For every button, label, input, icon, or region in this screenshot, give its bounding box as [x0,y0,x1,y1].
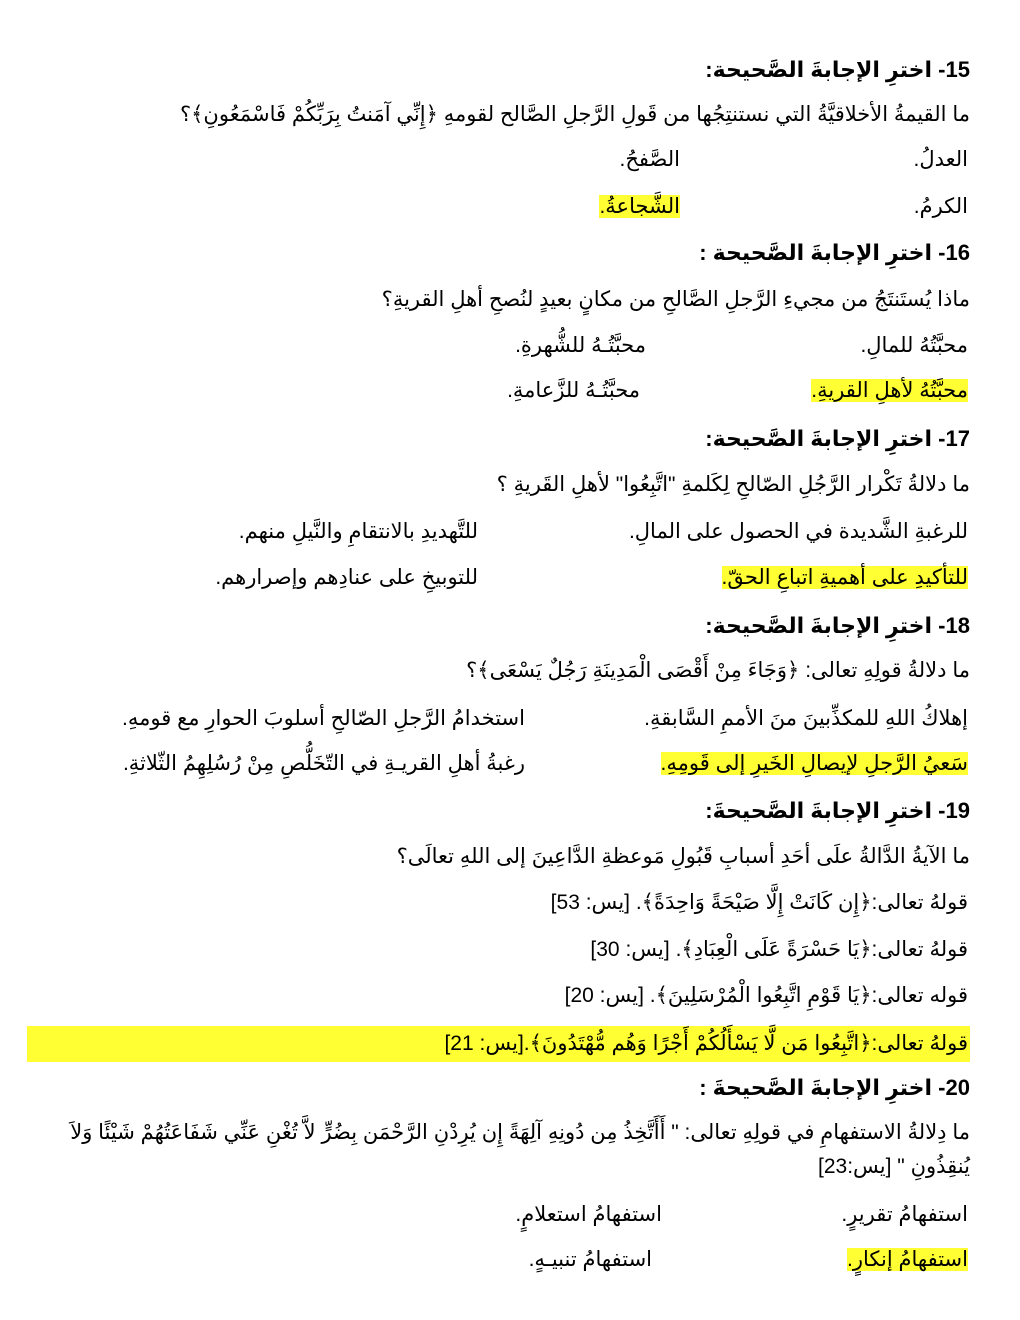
q15-prompt: ما القيمةُ الأخلاقيَّةُ التي نستنتِجُها من قَولِ الرَّجلِ الصَّالح لقومهِ ﴿إِنِّي آمَنتُ بِرَبِّكُمْ فَاسْمَعُونِ﴾؟ [179,103,970,126]
q19-option-4-correct[interactable]: قولهُ تعالى:﴿اتَّبِعُوا مَن لَّا يَسْأَلُكُمْ أَجْرًا وَهُم مُّهْتَدُونَ﴾.[يس: 21] [444,1032,968,1055]
q20-prompt-line2: يُنقِذُونِ " [يس:23] [817,1155,970,1178]
q20-option-3-correct[interactable] [847,1245,968,1275]
q16-option-2[interactable]: محبَّتُـهُ للشُّهرةِ. [515,334,646,357]
q20-answer-highlight: استفهامُ إنكارٍ. [847,1248,968,1271]
q20-option-4[interactable]: استفهامُ تنبيـهٍ. [528,1248,652,1271]
q17-heading: 17- اخترِ الإجابةَ الصَّحيحة: [705,426,970,451]
q17-option-2[interactable]: للتَّهديدِ بالانتقامِ والنَّيلِ منهم. [238,520,478,543]
q18-option-1[interactable]: إهلاكُ اللهِ للمكذِّبينَ منَ الأممِ السَّابقةِ. [644,707,968,730]
q20-option-1[interactable]: استفهامُ تقريرٍ. [841,1203,968,1226]
q18-option-2[interactable]: استخدامُ الرَّجلِ الصّالحِ أسلوبَ الحوارِ مع قومهِ. [122,707,525,730]
q16-option-1[interactable]: محبَّتُهُ للمالِ. [860,334,968,357]
q15-option-3[interactable]: الكرمُ. [913,195,968,218]
q20-heading: 20- اخترِ الإجابةَ الصَّحيحةَ : [699,1075,970,1100]
q18-heading: 18- اخترِ الإجابةَ الصَّحيحة: [705,613,970,638]
q18-prompt: ما دلالةُ قولِهِ تعالى: ﴿وَجَاءَ مِنْ أَقْصَى الْمَدِينَةِ رَجُلٌ يَسْعَى﴾؟ [466,659,970,682]
q17-answer-highlight: للتأكيدِ على أهميةِ اتباعِ الحقّ. [721,566,968,589]
q20-option-2[interactable]: استفهامُ استعلامٍ. [515,1203,662,1226]
q19-option-1[interactable]: قولهُ تعالى:﴿إِن كَانَتْ إِلَّا صَيْحَةً وَاحِدَةً﴾. [يس: 53] [550,891,968,914]
q16-prompt: ماذا يُستَنتَجُ من مجيءِ الرَّجلِ الصَّالحِ من مكانٍ بعيدٍ لنُصحِ أهلِ القريةِ؟ [381,288,970,311]
q18-option-4[interactable]: رغبةُ أهلِ القريـةِ في التّخَلُّصِ مِنْ رُسُلِهِمُ الثّلاثةِ. [122,752,525,775]
q16-answer-highlight: محبَّتُهُ لأهلِ القريةِ. [811,379,968,402]
q15-option-2[interactable]: الصَّفحُ. [619,148,680,171]
q17-option-3-correct[interactable] [722,563,969,593]
q17-prompt: ما دلالةُ تَكْرار الرَّجُلِ الصّالحِ لِكَلمةِ "اتَّبِعُوا" لأهلِ القَريةِ ؟ [496,473,970,496]
q15-option-4-correct[interactable] [599,192,680,222]
q16-heading: 16- اخترِ الإجابةَ الصَّحيحة : [699,240,970,265]
q16-option-3-correct[interactable] [811,376,968,406]
q19-option-3[interactable]: قوله تعالى:﴿يَا قَوْمِ اتَّبِعُوا الْمُرْسَلِينَ﴾. [يس: 20] [564,984,968,1007]
q19-prompt: ما الآيةُ الدَّالةُ علَى أحَدِ أسبابِ قَبُولِ مَوعظةِ الدَّاعِينَ إلى اللهِ تعالَى؟ [396,845,970,868]
q15-heading: 15- اخترِ الإجابةَ الصَّحيحة: [705,57,970,82]
q17-option-4[interactable]: للتوبيخِ على عنادِهم وإصرارهم. [215,566,478,589]
q16-option-4[interactable]: محبَّتُـهُ للزَّعامةِ. [507,379,640,402]
q18-answer-highlight: سَعيُ الرَّجلِ لإيصالِ الخَيرِ إلى قَومِهِ. [660,752,968,775]
q15-answer-highlight: الشَّجاعةُ. [599,195,680,218]
q17-option-1[interactable]: للرغبةِ الشَّديدة في الحصول على المالِ. [628,520,968,543]
q19-option-2[interactable]: قولهُ تعالى:﴿يَا حَسْرَةً عَلَى الْعِبَادِ﴾. [يس: 30] [590,938,968,961]
q20-prompt-line1: ما دِلالةُ الاستفهامِ في قولِهِ تعالى: " أَأَتَّخِذُ مِن دُونِهِ آلِهَةً إِن يُرِدْنِ الرَّحْمَن بِضُرٍّ لاَّ تُغْنِ عَنِّي شَفَاعَتُهُمْ شَيْئًا وَلاَ [70,1121,970,1144]
q19-heading: 19- اخترِ الإجابةَ الصَّحيحةَ: [705,798,970,823]
q15-option-1[interactable]: العدلُ. [913,148,968,171]
q18-option-3-correct[interactable] [661,749,968,779]
